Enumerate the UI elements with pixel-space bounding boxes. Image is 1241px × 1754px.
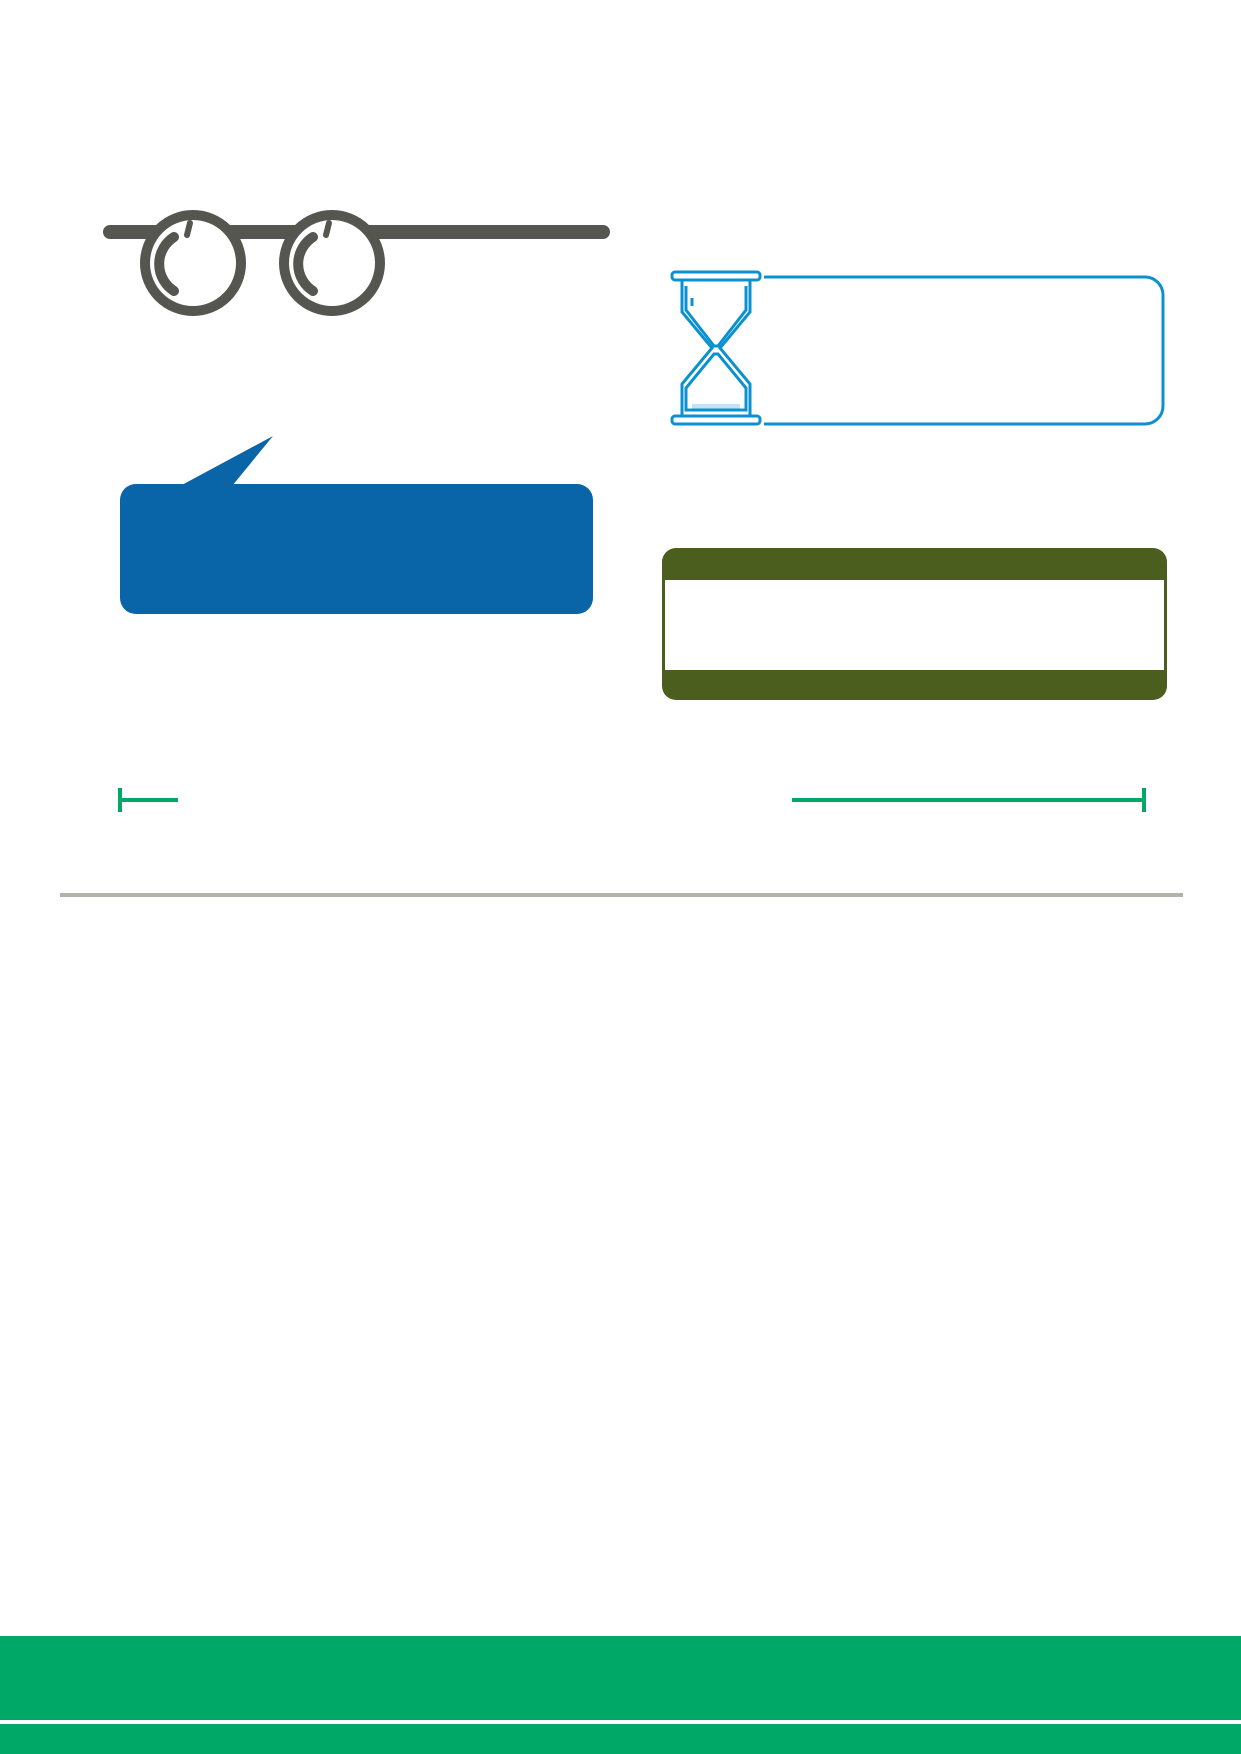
divider (60, 893, 1183, 897)
hourglass-icon (668, 270, 768, 430)
footer-divider (0, 1720, 1241, 1724)
footer (0, 1636, 1241, 1754)
speech-bubble-icon (120, 436, 594, 616)
dotted-band (662, 548, 1168, 700)
glasses-icon (100, 195, 620, 335)
gender-bar (110, 780, 1160, 820)
